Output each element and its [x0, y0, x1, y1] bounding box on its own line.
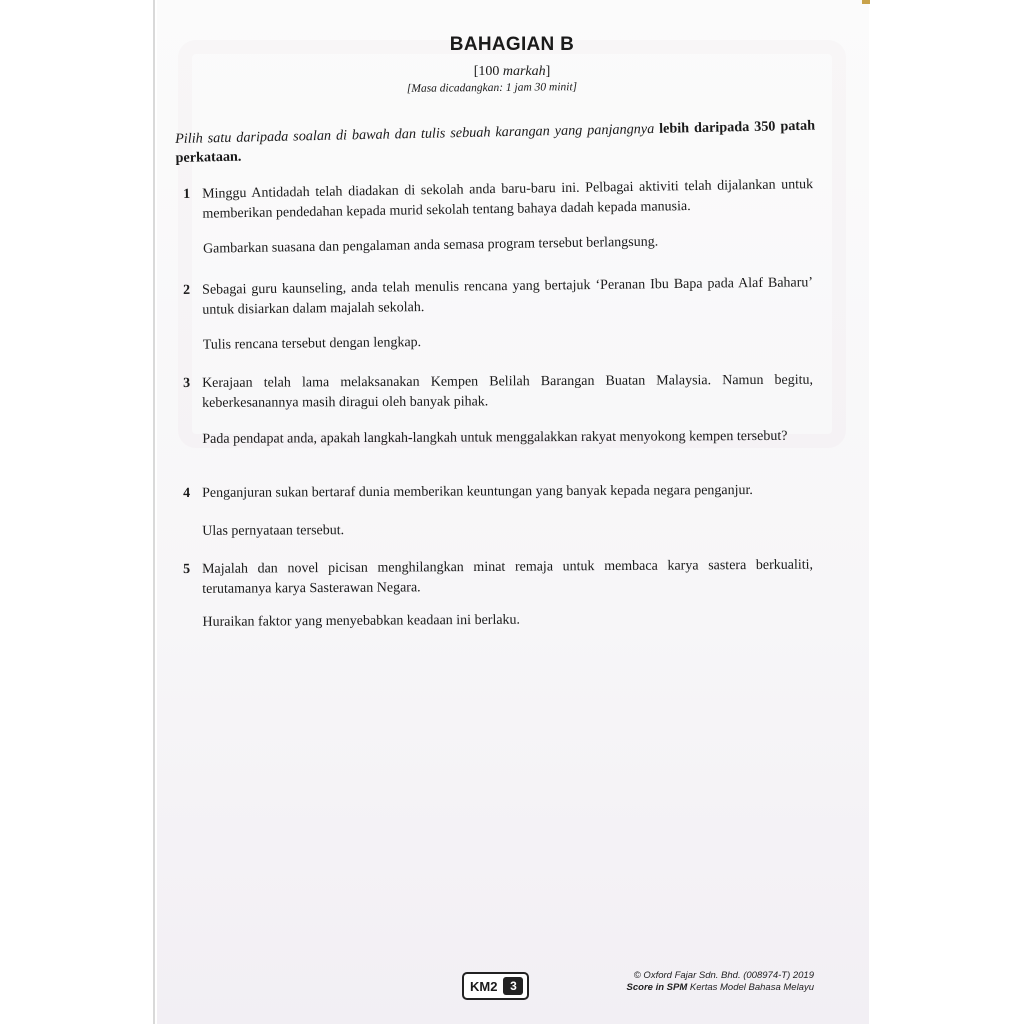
question-number: 5	[183, 561, 191, 577]
scan-right-margin	[869, 0, 1024, 1024]
copyright-line: © Oxford Fajar Sdn. Bhd. (008974-T) 2019	[633, 970, 814, 981]
question-prompt: Kerajaan telah lama melaksanakan Kempen Belilah Barangan Buatan Malaysia. Namun begitu, keberkesanannya masih diragui oleh banyak pihak.	[202, 372, 814, 411]
question-prompt: Majalah dan novel picisan menghilangkan minat remaja untuk membaca karya sastera berkualiti, terutamanya karya Sasterawan Negara.	[202, 557, 814, 597]
question-task: Ulas pernyataan tersebut.	[202, 523, 345, 539]
question-number: 1	[183, 186, 191, 202]
question-4	[183, 481, 813, 539]
series-title: Score in SPM	[626, 982, 688, 993]
question-number: 3	[183, 375, 191, 391]
series-subtitle: Kertas Model Bahasa Melayu	[687, 982, 814, 993]
paper-code: KM2	[470, 978, 498, 994]
copyright-block	[627, 970, 814, 994]
question-5	[183, 556, 814, 630]
scan-left-margin	[0, 0, 155, 1024]
question-prompt: Sebagai guru kaunseling, anda telah menulis rencana yang bertajuk ‘Peranan Ibu Bapa pada Alaf Baharu’ untuk disiarkan dalam majalah sekolah.	[202, 275, 814, 318]
question-task: Pada pendapat anda, apakah langkah-langkah untuk menggalakkan rakyat menyokong kempen tersebut?	[202, 428, 788, 447]
question-3	[183, 371, 814, 447]
question-prompt: Minggu Antidadah telah diadakan di sekolah anda baru-baru ini. Pelbagai aktiviti telah dijalankan untuk memberikan pendedahan kepada murid sekolah tentang bahaya dadah kepada manusia.	[202, 177, 814, 222]
suggested-time: [Masa dicadangkan: 1 jam 30 minit]	[406, 81, 578, 95]
marks-number: [100	[473, 64, 503, 79]
section-title: BAHAGIAN B	[449, 34, 575, 55]
question-task: Tulis rencana tersebut dengan lengkap.	[202, 335, 422, 353]
question-task: Huraikan faktor yang menyebabkan keadaan ini berlaku.	[202, 612, 521, 630]
question-task: Gambarkan suasana dan pengalaman anda semasa program tersebut berlangsung.	[202, 234, 659, 257]
corner-mark	[862, 0, 870, 4]
question-number: 2	[183, 282, 191, 298]
question-prompt: Penganjuran sukan bertaraf dunia memberikan keuntungan yang banyak kepada negara penganjur.	[202, 483, 753, 501]
instructions-text: Pilih satu daripada soalan di bawah dan tulis sebuah karangan yang panjangnya	[175, 120, 660, 147]
paper-code-badge	[462, 972, 529, 1000]
question-number: 4	[183, 485, 191, 501]
instructions-word-limit: lebih daripada 350 patah perkataan.	[175, 117, 816, 166]
marks-close: ]	[545, 64, 551, 79]
series-line	[627, 982, 814, 994]
page-number: 3	[503, 977, 523, 995]
marks-word: markah	[502, 64, 546, 79]
question-2	[183, 273, 814, 353]
